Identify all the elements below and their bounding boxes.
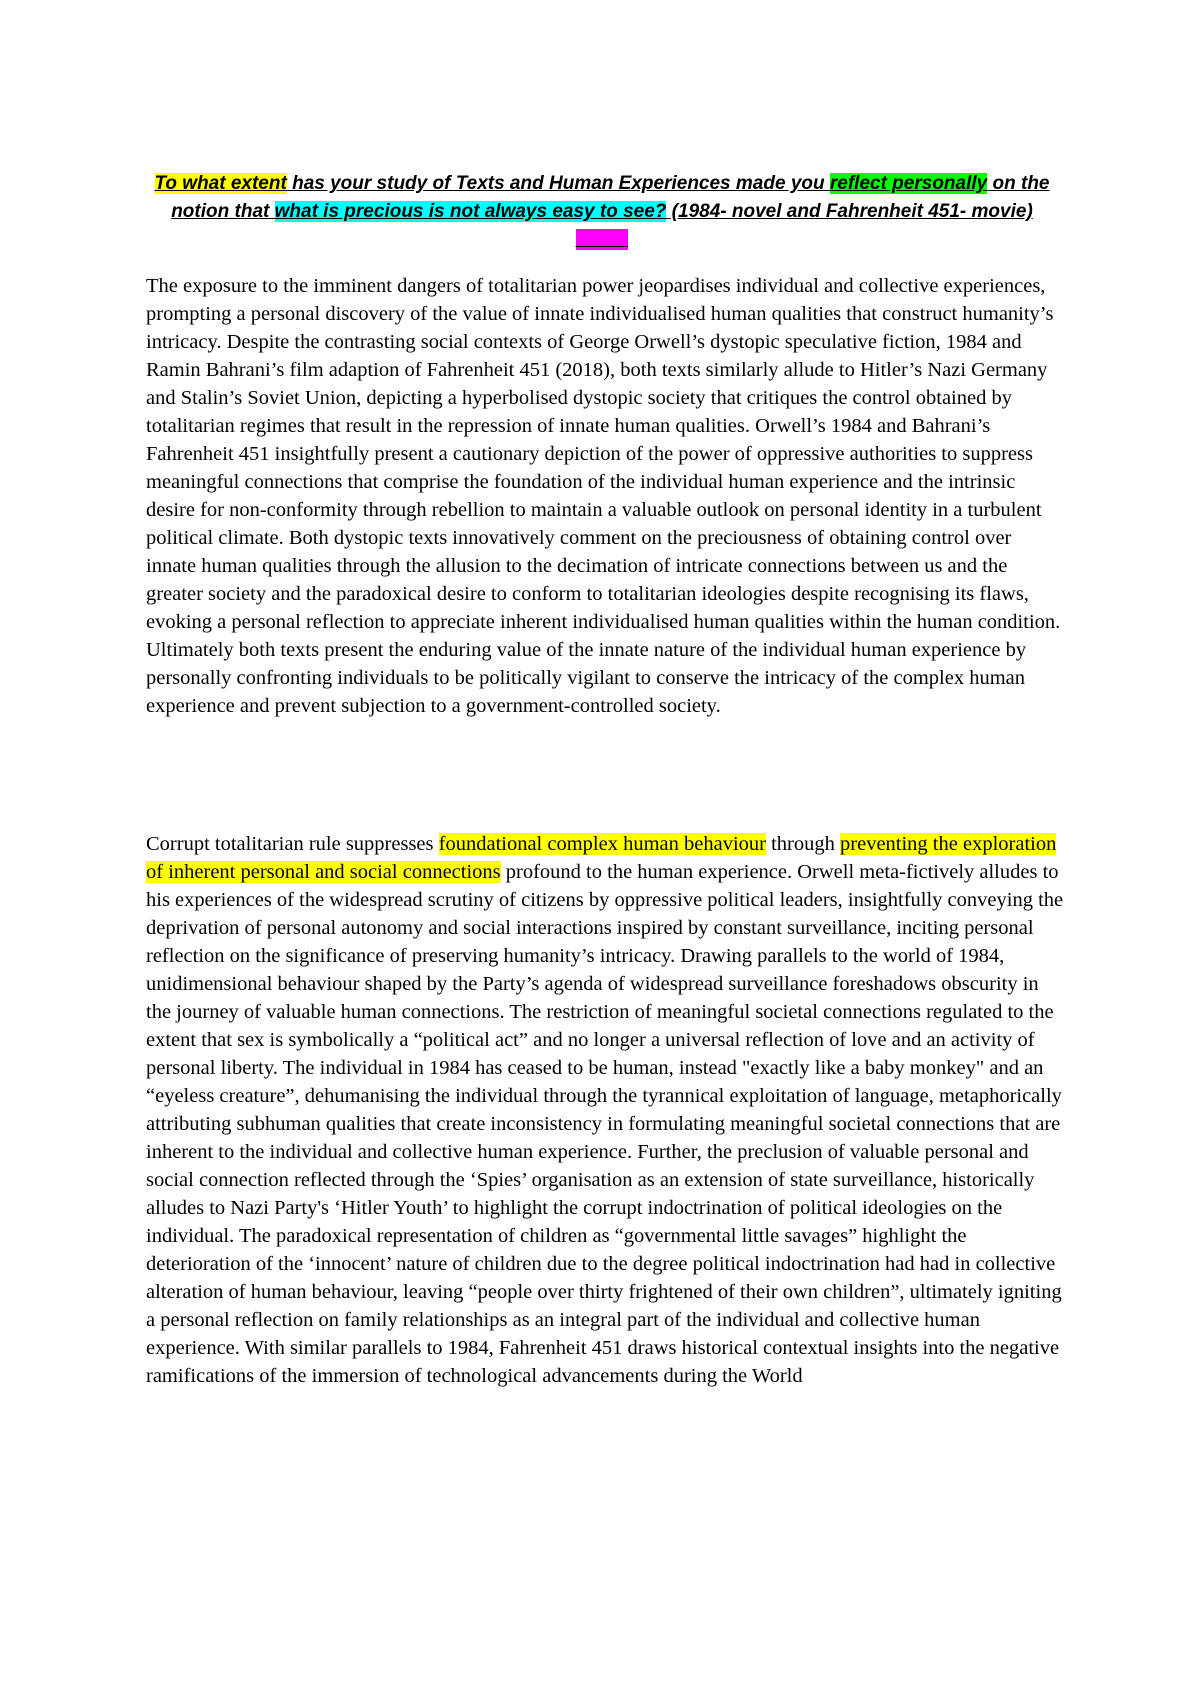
title-segment: on the notion that [171, 173, 1050, 222]
paragraph-segment: Corrupt totalitarian rule suppresses [146, 833, 439, 855]
introduction-paragraph: The exposure to the imminent dangers of totalitarian power jeopardises individual and collective experiences, prompting a personal discovery of the value of innate individualised human qualities that construct humanity’s intricacy. Despite the contrasting social contexts of George Orwell’s dystopic speculative fiction, 1984 and Ramin Bahrani’s film adaption of Fahrenheit 451 (2018), both texts similarly allude to Hitler’s Nazi Germany and Stalin’s Soviet Union, depicting a hyperbolised dystopic society that critiques the control obtained by totalitarian regimes that result in the repression of innate human qualities. Orwell’s 1984 and Bahrani’s Fahrenheit 451 insightfully present a cautionary depiction of the power of oppressive authorities to suppress meaningful connections that comprise the foundation of the individual human experience and the intrinsic desire for non-conformity through rebellion to maintain a valuable outlook on personal identity in a turbulent political climate. Both dystopic texts innovatively comment on the preciousness of obtaining control over innate human qualities through the allusion to the decimation of intricate connections between us and the greater society and the paradoxical desire to conform to totalitarian ideologies despite recognising its flaws, evoking a personal reflection to appreciate inherent individualised human qualities within the human condition. Ultimately both texts present the enduring value of the innate nature of the individual human experience by personally confronting individuals to be politically vigilant to conserve the intricacy of the complex human experience and prevent subjection to a government-controlled society. [146, 275, 1061, 717]
essay-question-title [146, 170, 1058, 254]
paragraph-highlight-yellow: foundational complex human behaviour [438, 833, 766, 855]
paragraph-segment: profound to the human experience. Orwell meta-fictively alludes to his experiences of the widespread scrutiny of citizens by oppressive political leaders, insightfully conveying the deprivation of personal autonomy and social interactions inspired by constant surveillance, inciting personal reflection on the significance of preserving humanity’s intricacy. Drawing parallels to the world of 1984, unidimensional behaviour shaped by the Party’s agenda of widespread surveillance foreshadows obscurity in the journey of valuable human connections. The restriction of meaningful societal connections regulated to the extent that sex is symbolically a “political act” and no longer a universal reflection of love and an activity of personal liberty. The individual in 1984 has ceased to be human, instead "exactly like a baby monkey" and an “eyeless creature”, dehumanising the individual through the tyrannical exploitation of language, metaphorically attributing subhuman qualities that create inconsistency in formulating meaningful societal connections that are inherent to the individual and collective human experience. Further, the preclusion of valuable personal and social connection reflected through the ‘Spies’ organisation as an extension of state surveillance, historically alludes to Nazi Party's ‘Hitler Youth’ to highlight the corrupt indoctrination of political ideologies on the individual. The paradoxical representation of children as “governmental little savages” highlight the deterioration of the ‘innocent’ nature of children due to the degree political indoctrination had had in collective alteration of human behaviour, leaving “people over thirty frightened of their own children”, ultimately igniting a personal reflection on family relationships as an integral part of the individual and collective human experience. With similar parallels to 1984, Fahrenheit 451 draws historical contextual insights into the negative ramifications of the immersion of technological advancements during the World [146, 861, 1064, 1387]
title-segment-highlight-green: reflect personally [829, 173, 988, 194]
paragraph-segment: through [765, 833, 841, 855]
title-segment: has your study of Texts and Human Experiences made you [286, 173, 830, 194]
title-segment: (1984- novel and Fahrenheit 451- movie) [666, 201, 1033, 222]
title-segment-highlight-yellow: To what extent [154, 173, 287, 194]
title-segment-highlight-magenta [576, 229, 629, 250]
body-paragraph [146, 830, 1066, 1390]
paragraph-highlight-yellow: preventing the exploration of inherent personal and social connections [146, 833, 1057, 883]
title-segment-highlight-cyan: what is precious is not always easy to see? [274, 201, 667, 222]
